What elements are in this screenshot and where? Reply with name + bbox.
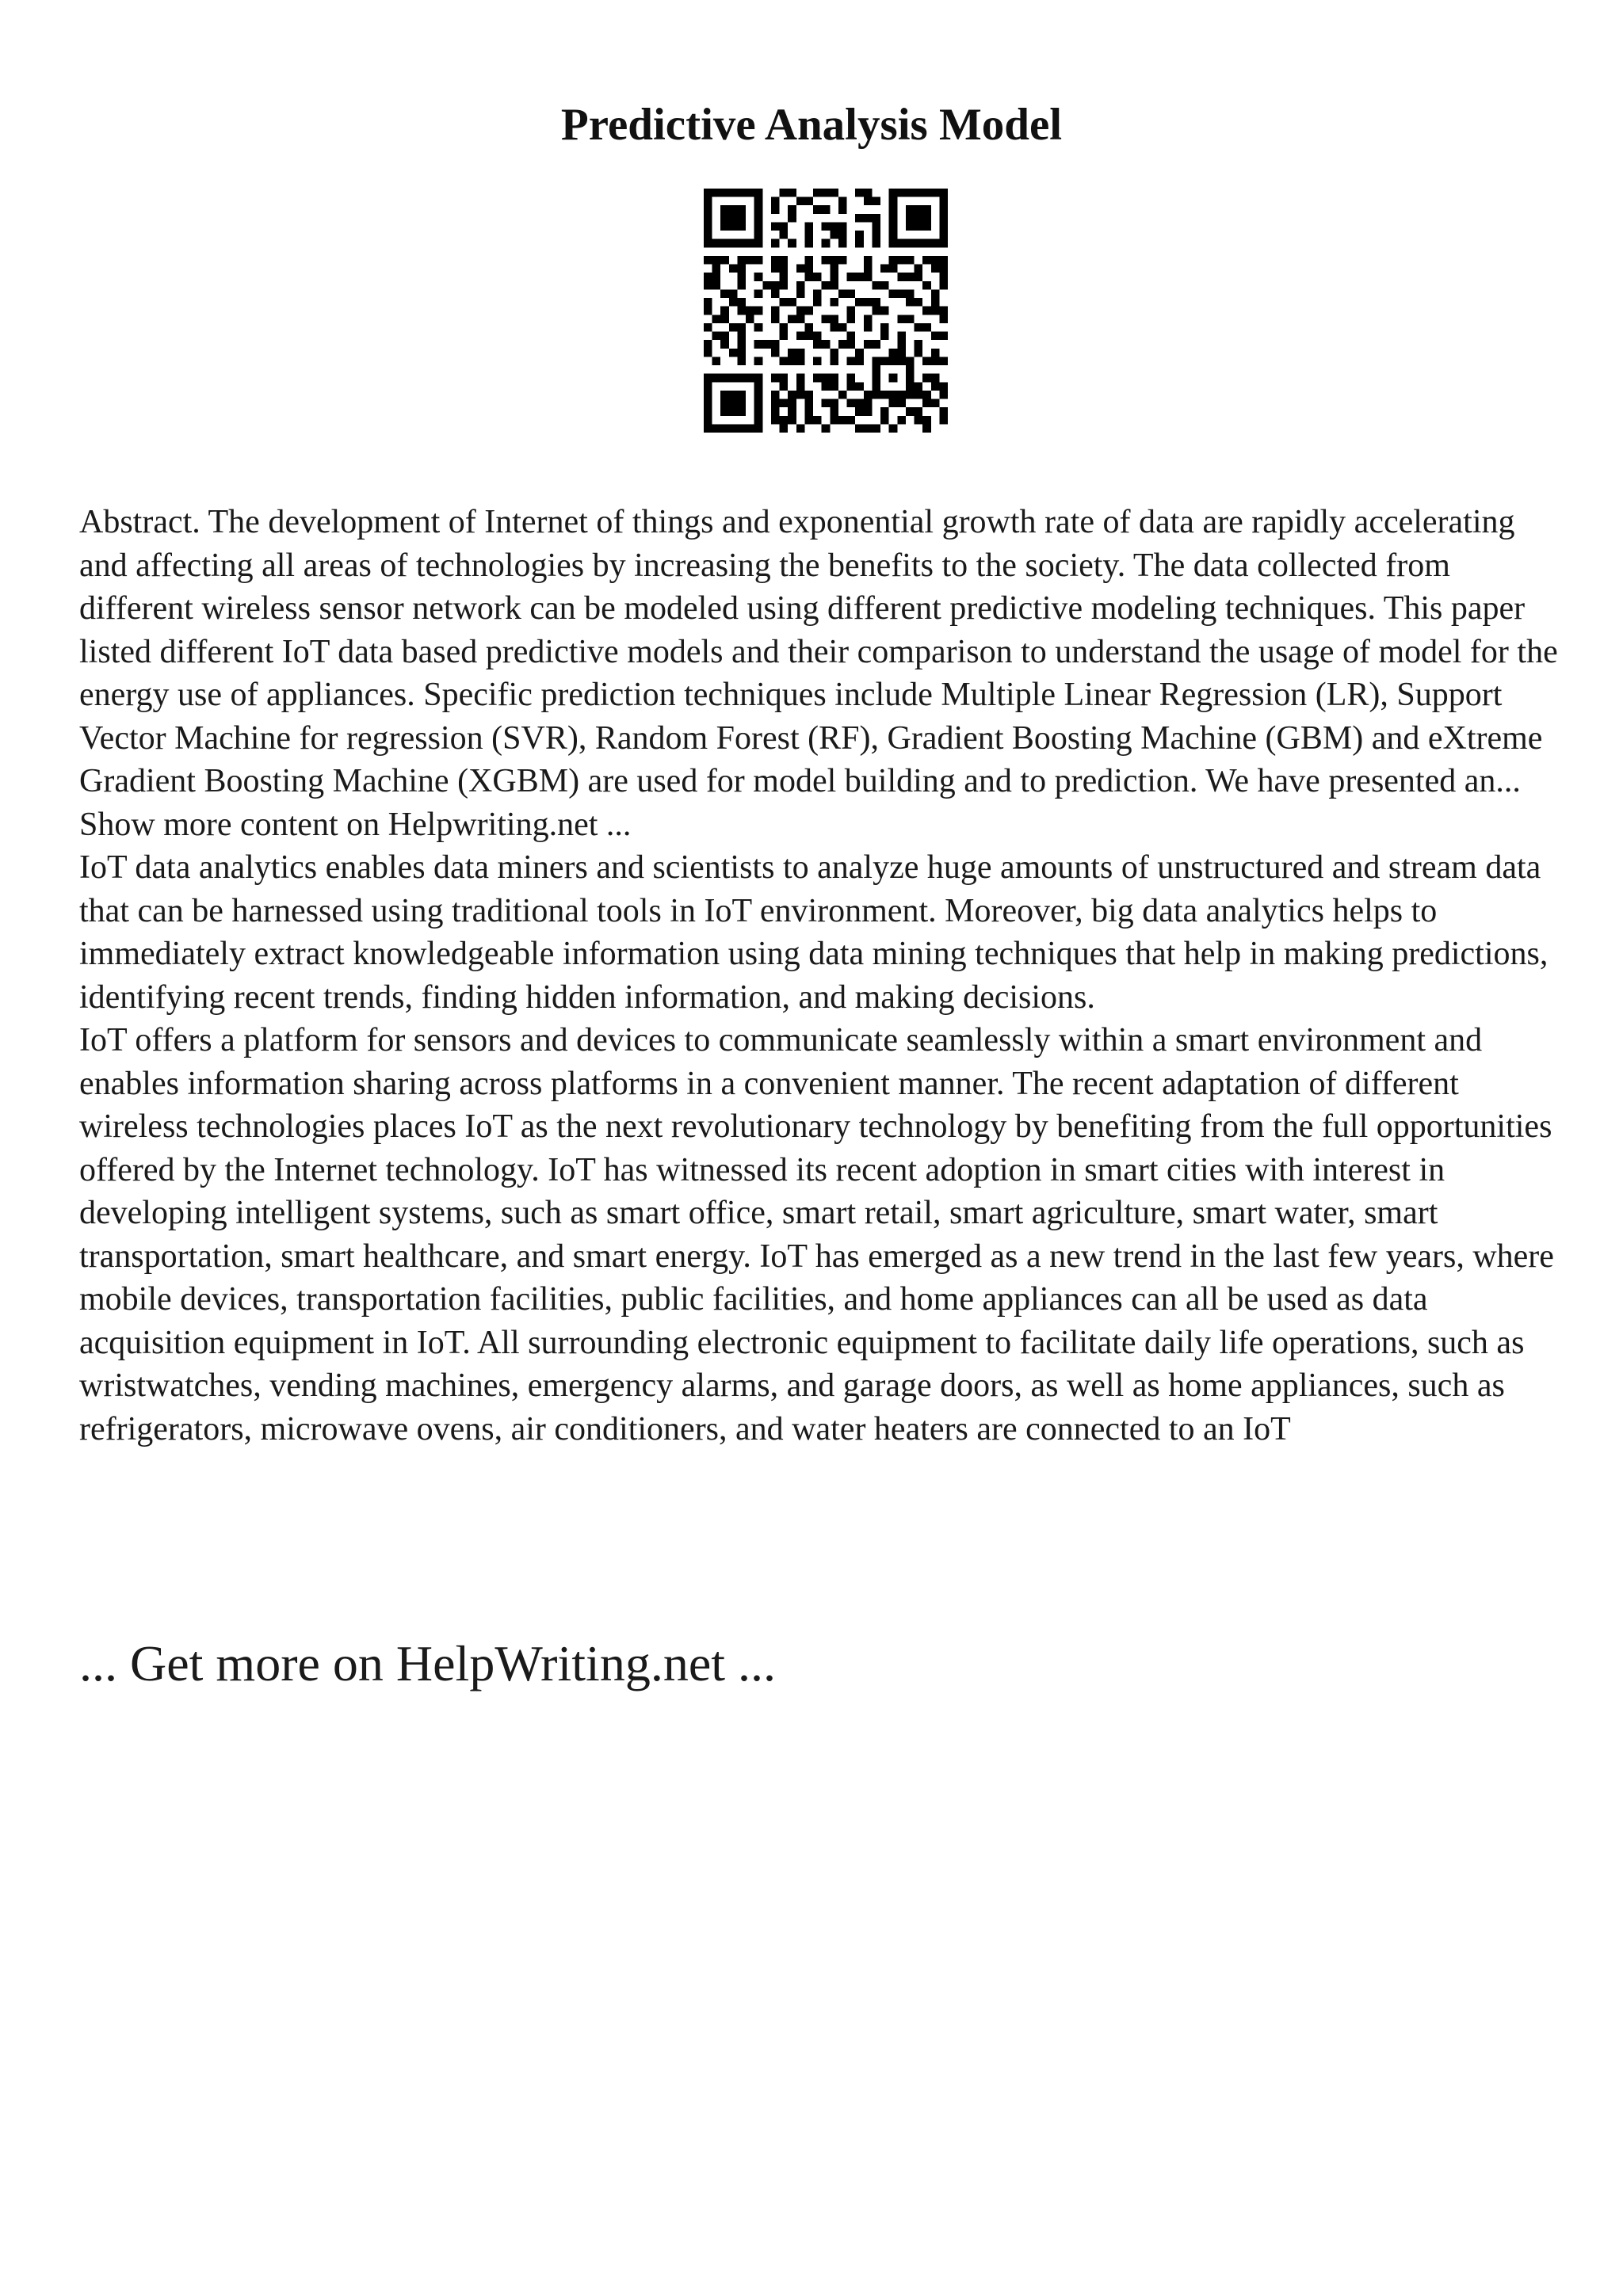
- get-more-link[interactable]: ... Get more on HelpWriting.net ...: [79, 1635, 776, 1691]
- body-paragraph: IoT data analytics enables data miners and scientists to analyze huge amounts of unstructured and stream data that can be harnessed using traditional tools in IoT environment. Moreover, big data analytics helps to immediately extract knowledgeable information using data mining techniques that help in making predictions, identifying recent trends, finding hidden information, and making decisions.: [79, 849, 1549, 1016]
- article-body: [79, 501, 1561, 1451]
- abstract-paragraph: Abstract. The development of Internet of things and exponential growth rate of data are rapidly accelerating and affecting all areas of technologies by increasing the benefits to the society. The data collected from different wireless sensor network can be modeled using different predictive modeling techniques. This paper listed different IoT data based predictive models and their comparison to understand the usage of model for the energy use of appliances. Specific prediction techniques include Multiple Linear Regression (LR), Support Vector Machine for regression (SVR), Random Forest (RF), Gradient Boosting Machine (GBM) and eXtreme Gradient Boosting Machine (XGBM) are used for model building and to prediction. We have presented an... Show more content on Helpwriting.net ...: [79, 504, 1558, 843]
- page-title: Predictive Analysis Model: [560, 100, 1063, 150]
- qr-code-icon[interactable]: [704, 189, 948, 433]
- body-paragraph: IoT offers a platform for sensors and devices to communicate seamlessly within a smart environment and enables information sharing across platforms in a convenient manner. The recent adaptation of different wireless technologies places IoT as the next revolutionary technology by benefiting from the full opportunities offered by the Internet technology. IoT has witnessed its recent adoption in smart cities with interest in developing intelligent systems, such as smart office, smart retail, smart agriculture, smart water, smart transportation, smart healthcare, and smart energy. IoT has emerged as a new trend in the last few years, where mobile devices, transportation facilities, public facilities, and home appliances can all be used as data acquisition equipment in IoT. All surrounding electronic equipment to facilitate daily life operations, such as wristwatches, vending machines, emergency alarms, and garage doors, as well as home appliances, such as refrigerators, microwave ovens, air conditioners, and water heaters are connected to an IoT: [79, 1022, 1554, 1447]
